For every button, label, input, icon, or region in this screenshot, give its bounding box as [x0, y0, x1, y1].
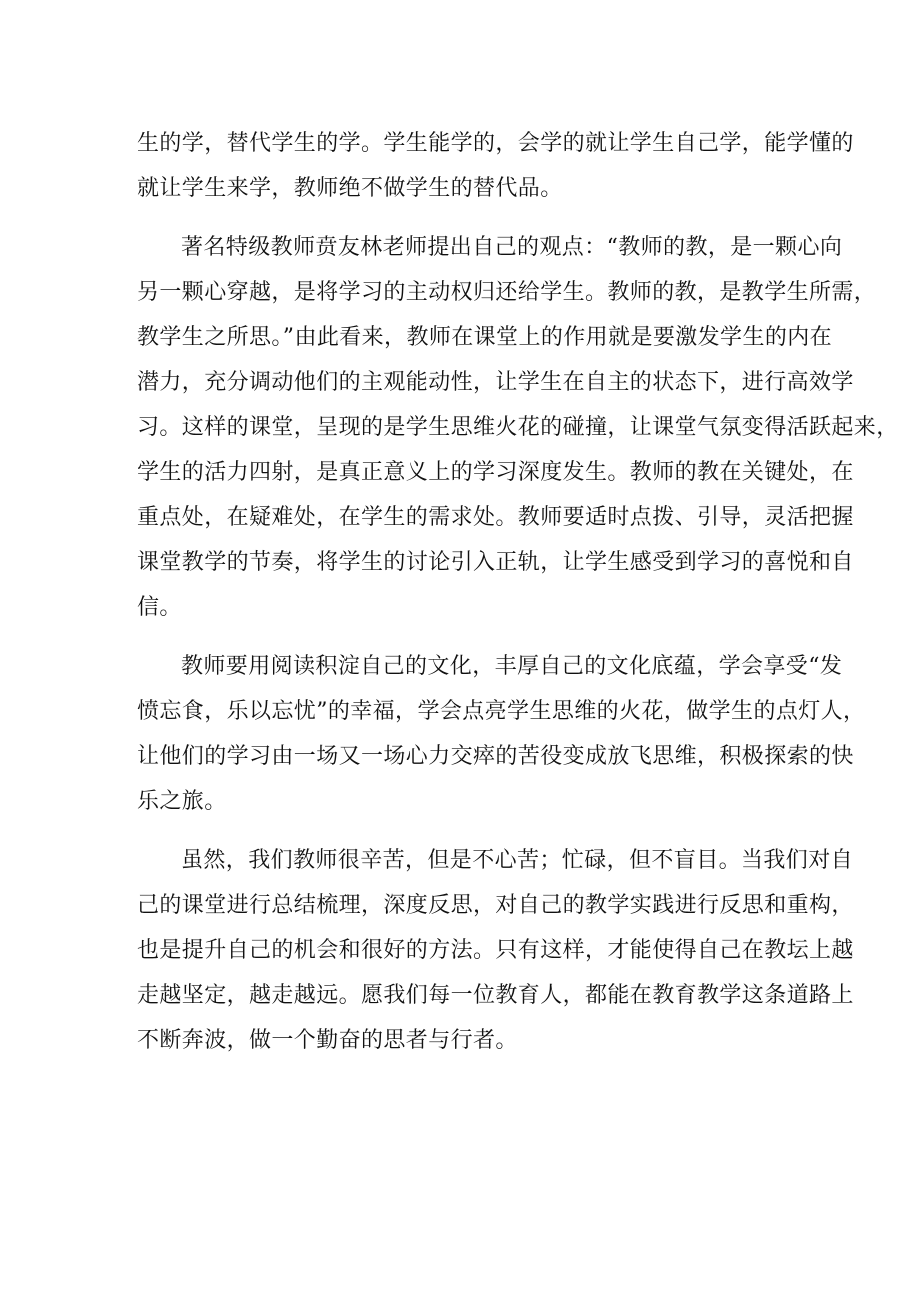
- text-line: 课堂教学的节奏，将学生的讨论引入正轨，让学生感受到学习的喜悦和自: [137, 550, 854, 575]
- text-line: 习。这样的课堂，呈现的是学生思维火花的碰撞，让课堂气氛变得活跃起来，: [137, 415, 899, 440]
- text-line: 也是提升自己的机会和很好的方法。只有这样，才能使得自己在教坛上越: [137, 938, 854, 963]
- text-line: 愤忘食，乐以忘忧”的幸福，学会点亮学生思维的火花，做学生的点灯人，: [137, 699, 866, 724]
- text-line: 另一颗心穿越，是将学习的主动权归还给学生。教师的教，是教学生所需，: [137, 280, 877, 305]
- text-line: 重点处，在疑难处，在学生的需求处。教师要适时点拨、引导，灵活把握: [137, 505, 854, 530]
- text-line: 就让学生来学，教师绝不做学生的替代品。: [137, 176, 563, 201]
- paragraph-3: [137, 644, 866, 824]
- text-line: 虽然，我们教师很辛苦，但是不心苦；忙碌，但不盲目。当我们对自: [181, 848, 854, 873]
- text-line: 生的学，替代学生的学。学生能学的，会学的就让学生自己学，能学懂的: [137, 131, 854, 156]
- text-line: 乐之旅。: [137, 789, 227, 814]
- text-line: 不断奔波，做一个勤奋的思者与行者。: [137, 1028, 518, 1053]
- text-line: 教学生之所思。”由此看来，教师在课堂上的作用就是要激发学生的内在: [137, 325, 833, 350]
- paragraph-2: [137, 225, 899, 630]
- text-line: 走越坚定，越走越远。愿我们每一位教育人，都能在教育教学这条道路上: [137, 983, 854, 1008]
- text-line: 潜力，充分调动他们的主观能动性，让学生在自主的状态下，进行高效学: [137, 370, 854, 395]
- text-line: 让他们的学习由一场又一场心力交瘁的苦役变成放飞思维，积极探索的快: [137, 744, 854, 769]
- paragraph-1: [137, 121, 854, 211]
- text-line: 著名特级教师贲友林老师提出自己的观点：“教师的教，是一颗心向: [181, 235, 843, 260]
- text-line: 教师要用阅读积淀自己的文化，丰厚自己的文化底蕴，学会享受“发: [181, 654, 843, 679]
- text-line: 信。: [137, 595, 182, 620]
- paragraph-4: [137, 838, 854, 1063]
- text-line: 己的课堂进行总结梳理，深度反思，对自己的教学实践进行反思和重构，: [137, 893, 854, 918]
- document-body: [137, 121, 899, 1063]
- text-line: 学生的活力四射，是真正意义上的学习深度发生。教师的教在关键处，在: [137, 460, 854, 485]
